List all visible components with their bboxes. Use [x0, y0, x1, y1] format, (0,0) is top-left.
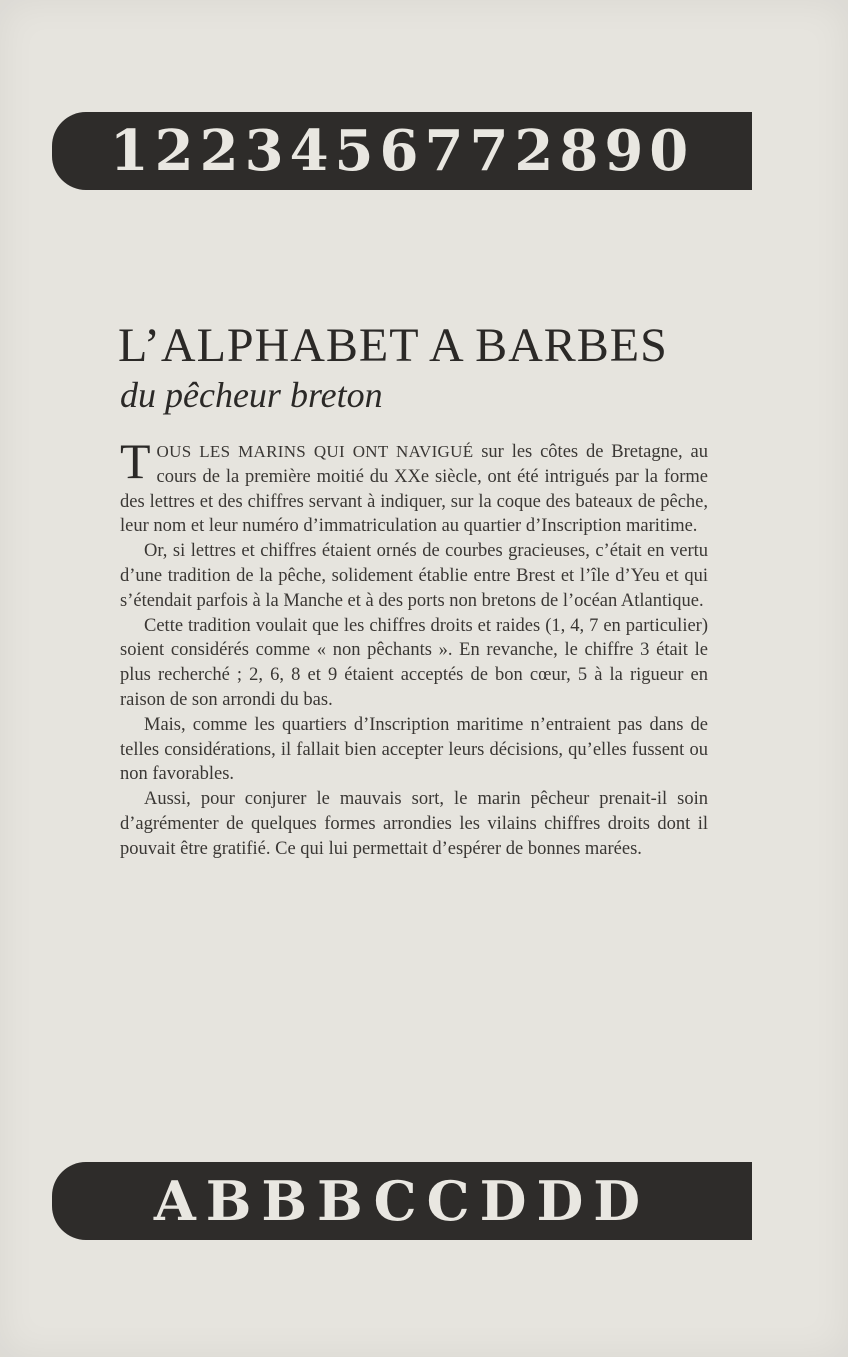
- paragraph-2: Or, si lettres et chiffres étaient ornés de courbes gracieuses, c’était en vertu d’une tradition de la pêche, solidement établie entre Brest et l’île d’Yeu et qui s’étendait parfois à la Manche et à des ports non bretons de l’océan Atlantique.: [120, 541, 708, 611]
- paragraph-1-text: sur les côtes de Bretagne, au cours de la première moitié du XXe siècle, ont été intrigués par la forme des lettres et des chiffres servant à indiquer, sur la coque des bateaux de pêche, leur nom et leur numéro d’immatriculation au quartier d’Inscription maritime.: [120, 442, 708, 537]
- page-subtitle: du pêcheur breton: [120, 375, 383, 415]
- drop-cap: T: [120, 433, 151, 489]
- page-title: L’ALPHABET A BARBES: [118, 319, 668, 372]
- letter-band: [52, 1162, 752, 1240]
- paragraph-4: Mais, comme les quartiers d’Inscription maritime n’entraient pas dans de telles considérations, il fallait bien accepter leurs décisions, qu’elles fussent ou non favorables.: [120, 714, 708, 785]
- paragraph-1: [120, 433, 708, 539]
- article-body: [120, 433, 708, 862]
- ornamental-letters: ABBBCCDDD: [153, 1169, 651, 1233]
- paragraph-5: Aussi, pour conjurer le mauvais sort, le marin pêcheur prenait-il soin d’agrémenter de quelques formes arrondies les vilains chiffres droits dont il pouvait être gratifié. Ce qui lui permettait d’espérer de bonnes marées.: [120, 789, 708, 859]
- numeral-band: [52, 112, 752, 190]
- paragraph-3: Cette tradition voulait que les chiffres droits et raides (1, 4, 7 en particulier) soient considérés comme « non pêchants ». En revanche, le chiffre 3 était le plus recherché ; 2, 6, 8 et 9 étaient acceptés de bon cœur, 5 à la rigueur en raison de son arrondi du bas.: [120, 615, 708, 710]
- ornamental-numerals: 1223456772890: [109, 118, 695, 184]
- lead-caps: OUS LES MARINS QUI ONT NAVIGUÉ: [156, 442, 474, 461]
